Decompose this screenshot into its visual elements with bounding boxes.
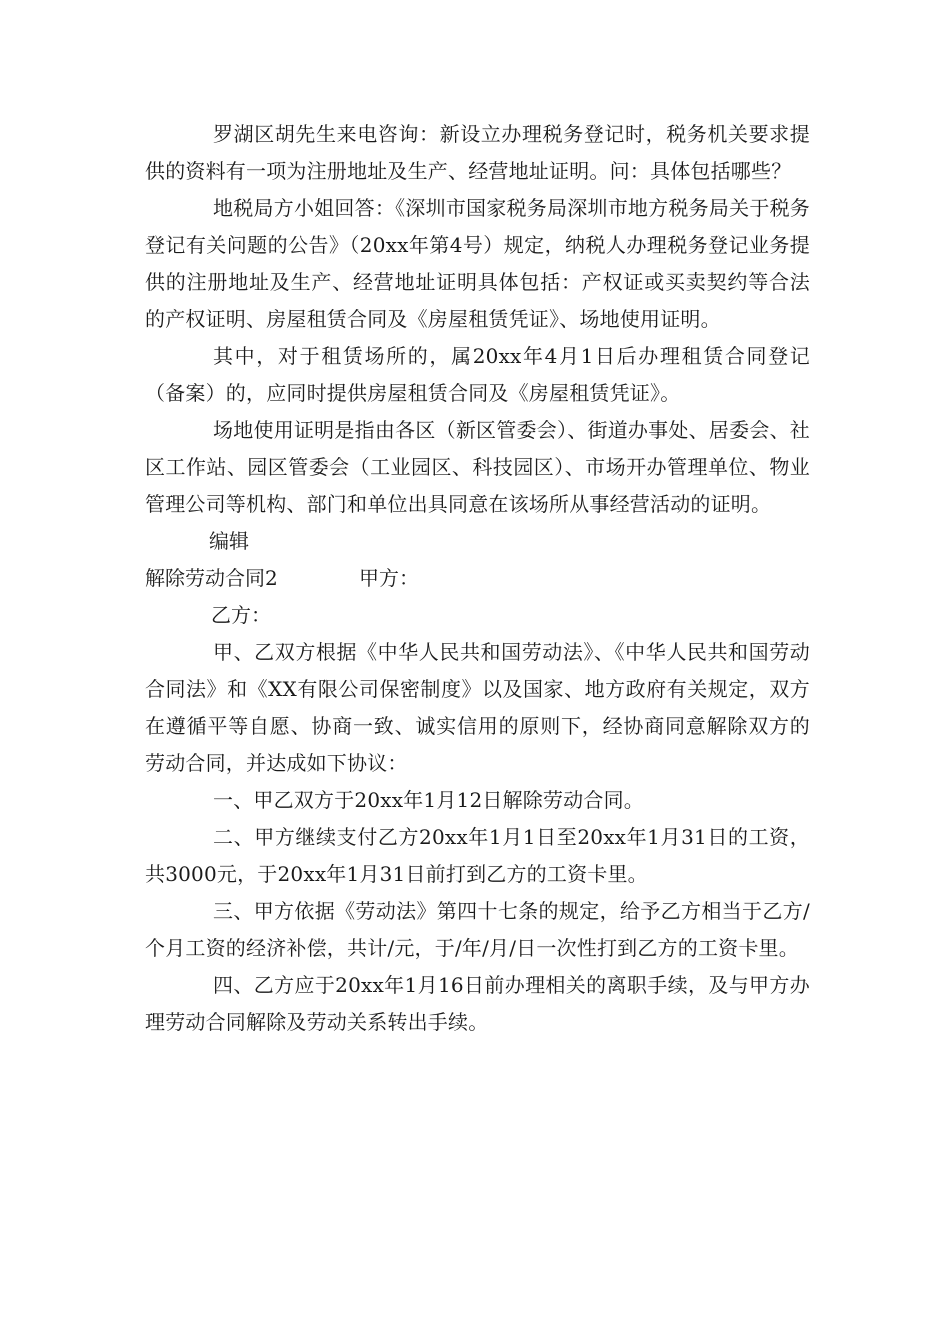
contract-clause-2: 二、甲方继续支付乙方20xx年1月1日至20xx年1月31日的工资，共3000元，于20xx年1月31日前打到乙方的工资卡里。	[145, 825, 810, 886]
contract-clause-1: 一、甲乙双方于20xx年1月12日解除劳动合同。	[213, 788, 644, 812]
paragraph-inquiry: 罗湖区胡先生来电咨询：新设立办理税务登记时，税务机关要求提供的资料有一项为注册地址及生产、经营地址证明。问：具体包括哪些？	[145, 122, 810, 183]
section-title: 解除劳动合同2	[145, 566, 278, 590]
contract-intro: 甲、乙双方根据《中华人民共和国劳动法》、《中华人民共和国劳动合同法》和《XX有限公司保密制度》以及国家、地方政府有关规定，双方在遵循平等自愿、协商一致、诚实信用的原则下，经协商同意解除双方的劳动合同，并达成如下协议：	[145, 640, 810, 775]
document-body	[145, 116, 810, 1041]
paragraph-site-proof: 场地使用证明是指由各区（新区管委会）、街道办事处、居委会、社区工作站、园区管委会（工业园区、科技园区）、市场开办管理单位、物业管理公司等机构、部门和单位出具同意在该场所从事经营活动的证明。	[145, 418, 810, 516]
paragraph-answer: 地税局方小姐回答：《深圳市国家税务局深圳市地方税务局关于税务登记有关问题的公告》（20xx年第4号）规定，纳税人办理税务登记业务提供的注册地址及生产、经营地址证明具体包括：产权证或买卖契约等合法的产权证明、房屋租赁合同及《房屋租赁凭证》、场地使用证明。	[145, 196, 810, 331]
party-a-label: 甲方：	[359, 566, 419, 590]
contract-clause-3: 三、甲方依据《劳动法》第四十七条的规定，给予乙方相当于乙方/个月工资的经济补偿，共计/元，于/年/月/日一次性打到乙方的工资卡里。	[145, 899, 810, 960]
party-b-label: 乙方：	[211, 603, 271, 627]
contract-clause-4: 四、乙方应于20xx年1月16日前办理相关的离职手续，及与甲方办理劳动合同解除及劳动关系转出手续。	[145, 973, 810, 1034]
contract-heading	[145, 560, 810, 597]
paragraph-rental: 其中，对于租赁场所的，属20xx年4月1日后办理租赁合同登记（备案）的，应同时提供房屋租赁合同及《房屋租赁凭证》。	[145, 344, 810, 405]
edit-label: 编辑	[209, 529, 249, 553]
